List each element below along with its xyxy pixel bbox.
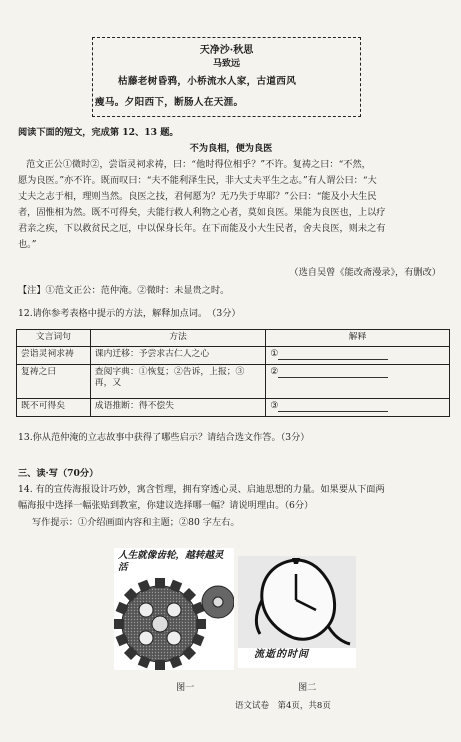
- poster-clock: [238, 556, 356, 668]
- reading-instruction: 阅读下面的短文，完成第 12、13 题。: [18, 127, 179, 138]
- gears-icon: [114, 574, 234, 670]
- writing-tip: 写作提示：①介绍画面内容和主题；②80 字左右。: [32, 517, 240, 528]
- table-cell-method: 查阅字典：①恢复；②告诉，上报；③再，又: [90, 365, 265, 399]
- table-header: 文言词句: [17, 330, 91, 347]
- answer-mark: ②: [270, 367, 279, 377]
- table-row: [17, 347, 450, 365]
- poster-gears: [114, 548, 234, 670]
- passage-source: （选自吴曾《能改斋漫录》，有删改）: [289, 267, 441, 278]
- answer-cell[interactable]: [266, 365, 450, 399]
- table-cell-method: 课内迁移：予尝求古仁人之心: [90, 347, 265, 365]
- passage-title: 不为良相，便为良医: [189, 143, 273, 154]
- poster-clock-caption: 流逝的时间: [254, 649, 309, 660]
- answer-cell[interactable]: [266, 347, 450, 365]
- passage-line: 也。”: [18, 239, 37, 250]
- passage-line: 范文正公①微时②，尝诣灵祠求祷，曰：“他时得位相乎？”不许。复祷之曰：“不然，: [26, 159, 371, 170]
- q13-prompt: 13.你从范仲淹的立志故事中获得了哪些启示？请结合选文作答。（3分）: [18, 432, 310, 443]
- melting-clock-icon: [238, 556, 356, 648]
- answer-cell[interactable]: [266, 399, 450, 417]
- answer-line: [278, 367, 388, 378]
- table-row: [17, 365, 450, 399]
- answer-line: [278, 349, 388, 360]
- passage-note: 【注】①范文正公：范仲淹。②微时：未显贵之时。: [18, 285, 230, 296]
- table-cell-phrase: 复祷之曰: [17, 365, 91, 399]
- passage-line: 丈夫之志于相，理则当然。良医之技，君何愿为？无乃失于卑耶？”公曰：“能及小大生民: [18, 191, 377, 202]
- passage-line: 者，固惟相为然。既不可得矣，夫能行救人利物之心者，莫如良医。果能为良医也，上以疗: [18, 207, 386, 218]
- passage-line: 愿为良医。”亦不许。既而叹曰：“夫不能利泽生民，非大丈夫平生之志。”有人谓公曰：“大: [18, 175, 377, 186]
- table-cell-phrase: 既不可得矣: [17, 399, 91, 417]
- q12-prompt: 12.请你参考表格中提示的方法，解释加点词。 （3分）: [18, 308, 241, 319]
- q14-line-2: 幅海报中选择一幅张贴到教室，你建议选择哪一幅？请说明理由。（6分）: [18, 500, 314, 511]
- q14-line-1: 14. 有的宣传海报设计巧妙，寓含哲理，拥有穿透心灵、启迪思想的力量。如果要从下面两: [18, 484, 385, 495]
- q12-table: [16, 329, 450, 417]
- section-heading: 三、读·写（70分）: [18, 468, 99, 479]
- answer-mark: ①: [270, 349, 279, 359]
- table-cell-method: 成语推断：得不偿失: [90, 399, 265, 417]
- poem-author: 马致远: [212, 59, 240, 69]
- poem-line-2: 瘦马。夕阳西下，断肠人在天涯。: [95, 97, 244, 108]
- table-header: 方法: [90, 330, 265, 347]
- table-cell-phrase: 尝诣灵祠求祷: [17, 347, 91, 365]
- answer-mark: ③: [270, 401, 279, 411]
- poster-gears-caption: 人生就像齿轮，越转越灵活: [118, 550, 224, 573]
- table-header-row: [17, 330, 450, 347]
- answer-line: [278, 401, 388, 412]
- table-row: [17, 399, 450, 417]
- poem-title: 天净沙·秋思: [199, 45, 254, 56]
- passage-line: 君亲之疾，下以救贫民之厄，中以保身长年。在下而能及小大生民者，舍夫良医，则未之有: [18, 223, 386, 234]
- page-footer: 语文试卷 第4页，共8页: [235, 701, 331, 711]
- figure-1-label: 图一: [176, 682, 195, 693]
- poem-line-1: 枯藤老树昏鸦，小桥流水人家，古道西风: [118, 76, 297, 87]
- table-header: 解释: [266, 330, 450, 347]
- figure-2-label: 图二: [298, 682, 317, 693]
